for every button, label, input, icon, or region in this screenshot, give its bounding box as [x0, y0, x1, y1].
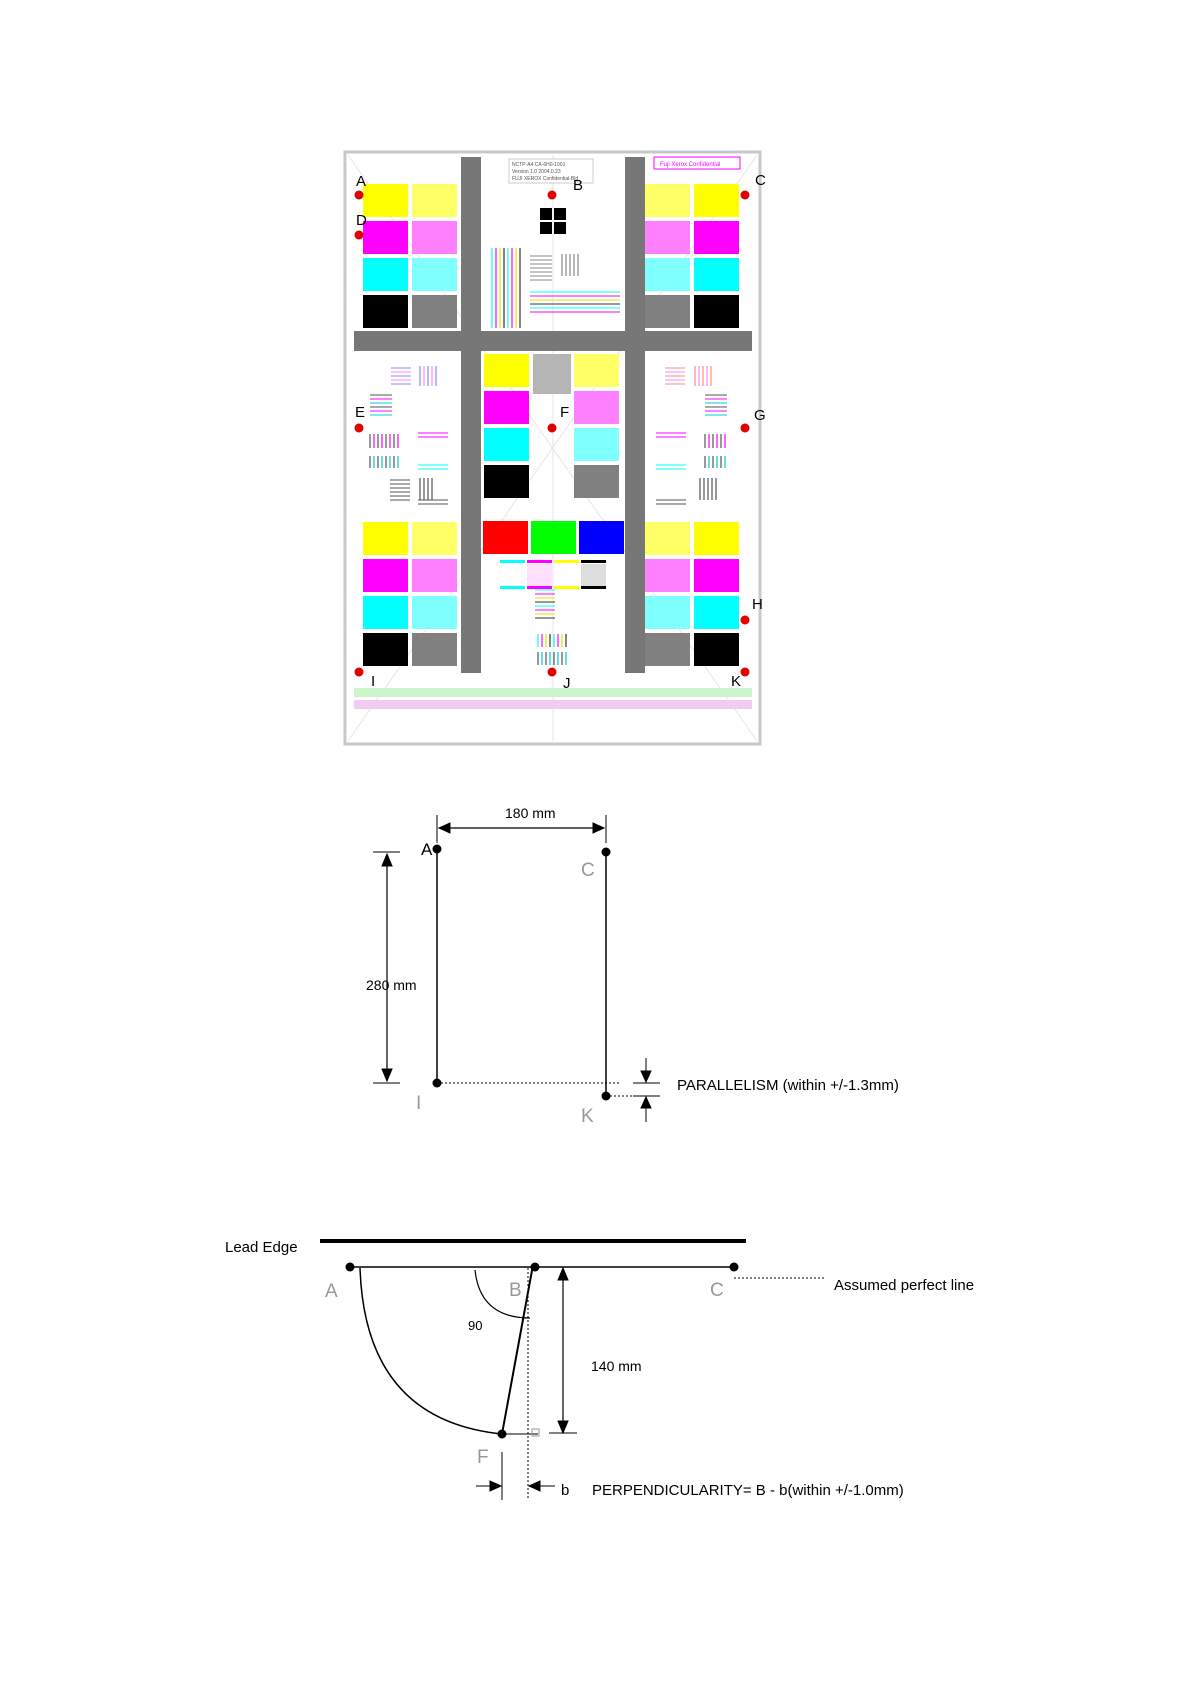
red-marker-6 [741, 424, 750, 433]
assumed-line-label: Assumed perfect line [834, 1277, 975, 1294]
rgb-patch-blue [579, 521, 624, 554]
dot-perp-b [531, 1263, 540, 1272]
bottom-left-patch-2-1 [412, 596, 457, 629]
chart-header-line1: NCTP-A4 CA-6H0-1001 [512, 162, 566, 168]
bar-bottom-magenta [527, 586, 552, 589]
green-strip [354, 688, 752, 697]
top-left-patch-1-0 [363, 221, 408, 254]
parallelism-tolerance: PARALLELISM (within +/-1.3mm) [677, 1077, 899, 1094]
bar-bottom-yellow [554, 586, 579, 589]
perp-label-c: C [710, 1280, 724, 1301]
label-point-c: C [755, 172, 766, 189]
height-label: 280 mm [366, 977, 417, 993]
center-right-patch-0-0 [574, 354, 619, 387]
bar-top-magenta [527, 560, 552, 563]
label-point-a: A [356, 173, 367, 190]
bottom-left-patch-1-1 [412, 559, 457, 592]
test-print-chart [345, 152, 766, 744]
bar-fill-gray [581, 564, 606, 586]
bar-bottom-black [581, 586, 606, 589]
bottom-left-patch-0-1 [412, 522, 457, 555]
lead-edge-label: Lead Edge [225, 1239, 298, 1256]
depth-label: 140 mm [591, 1358, 642, 1374]
top-right-patch-0-0 [645, 184, 690, 217]
depth-arrow-bottom [558, 1421, 568, 1433]
top-left-patch-3-0 [363, 295, 408, 328]
top-right-patch-2-0 [645, 258, 690, 291]
top-right-patch-3-0 [645, 295, 690, 328]
bar-fill-magenta [527, 564, 552, 586]
confidential-badge-text: Fuji Xerox Confidential [660, 162, 721, 168]
chart-header-line2: Version 1.0 2004.0.23 [512, 169, 561, 175]
pink-strip [354, 700, 752, 709]
bar-top-yellow [554, 560, 579, 563]
red-marker-0 [355, 191, 364, 200]
perp-label-b: B [509, 1280, 522, 1301]
top-left-patch-3-1 [412, 295, 457, 328]
dot-perp-a [346, 1263, 355, 1272]
red-marker-5 [548, 424, 557, 433]
parallelism-diagram [373, 815, 660, 1122]
depth-arrow-top [558, 1268, 568, 1280]
bottom-right-patch-1-1 [694, 559, 739, 592]
bottom-left-patch-1-0 [363, 559, 408, 592]
label-point-g: G [754, 407, 766, 424]
parallel-label-c: C [581, 860, 595, 881]
top-left-patch-0-1 [412, 184, 457, 217]
dot-a [433, 845, 442, 854]
top-left-patch-1-1 [412, 221, 457, 254]
label-point-e: E [355, 404, 366, 421]
height-arrow-top [382, 854, 392, 866]
chart-header-line3: FUJI XEROX Confidential-Bld [512, 176, 579, 182]
red-marker-8 [355, 668, 364, 677]
red-marker-7 [741, 616, 750, 625]
dot-i [433, 1079, 442, 1088]
top-right-patch-3-1 [694, 295, 739, 328]
tolerance-arrow-down [641, 1071, 651, 1082]
rgb-patch-green [531, 521, 576, 554]
top-right-patch-1-0 [645, 221, 690, 254]
perp-label-a: A [325, 1281, 338, 1302]
label-point-h: H [752, 596, 763, 613]
dot-perp-f [498, 1430, 507, 1439]
top-right-patch-2-1 [694, 258, 739, 291]
perpendicularity-diagram [320, 1241, 826, 1500]
dot-k [602, 1092, 611, 1101]
red-marker-4 [355, 424, 364, 433]
bottom-right-patch-3-1 [694, 633, 739, 666]
bottom-right-patch-0-0 [645, 522, 690, 555]
bottom-right-patch-0-1 [694, 522, 739, 555]
red-marker-9 [548, 668, 557, 677]
width-arrow-right [593, 823, 604, 833]
red-marker-2 [741, 191, 750, 200]
top-left-patch-2-0 [363, 258, 408, 291]
center-left-patch-2-0 [484, 428, 529, 461]
bar-bottom-cyan [500, 586, 525, 589]
center-left-patch-1-0 [484, 391, 529, 424]
label-point-f: F [560, 404, 570, 421]
parallel-label-k: K [581, 1106, 594, 1127]
height-arrow-bottom [382, 1069, 392, 1081]
width-arrow-left [439, 823, 450, 833]
label-point-i: I [371, 673, 376, 690]
red-marker-1 [548, 191, 557, 200]
label-point-k: K [731, 673, 742, 690]
red-marker-3 [355, 231, 364, 240]
label-point-b: B [573, 177, 584, 194]
bottom-left-patch-3-1 [412, 633, 457, 666]
center-gray-patch [533, 354, 571, 394]
bar-top-cyan [500, 560, 525, 563]
center-right-patch-1-0 [574, 391, 619, 424]
bottom-left-patch-0-0 [363, 522, 408, 555]
center-left-patch-0-0 [484, 354, 529, 387]
b-arrow-right [529, 1481, 540, 1491]
width-label: 180 mm [505, 805, 556, 821]
perpendicularity-tolerance: PERPENDICULARITY= B - b(within +/-1.0mm) [592, 1482, 904, 1499]
right-angle-mark [532, 1429, 539, 1436]
bottom-left-patch-3-0 [363, 633, 408, 666]
dot-perp-c [730, 1263, 739, 1272]
bottom-right-patch-1-0 [645, 559, 690, 592]
parallel-label-a: A [421, 840, 433, 859]
top-right-patch-0-1 [694, 184, 739, 217]
perp-label-f: F [477, 1447, 489, 1468]
top-left-patch-0-0 [363, 184, 408, 217]
bottom-right-patch-2-1 [694, 596, 739, 629]
center-right-patch-3-0 [574, 465, 619, 498]
bottom-right-patch-3-0 [645, 633, 690, 666]
label-point-d: D [356, 212, 367, 229]
red-marker-10 [741, 668, 750, 677]
label-point-j: J [563, 675, 571, 692]
bar-top-black [581, 560, 606, 563]
angle-label: 90 [468, 1318, 483, 1333]
bottom-left-patch-2-0 [363, 596, 408, 629]
rgb-patch-red [483, 521, 528, 554]
b-small-label: b [561, 1482, 570, 1499]
right-angle-arc [475, 1270, 530, 1318]
parallel-label-i: I [416, 1093, 422, 1114]
center-right-patch-2-0 [574, 428, 619, 461]
top-right-patch-1-1 [694, 221, 739, 254]
top-left-patch-2-1 [412, 258, 457, 291]
bottom-right-patch-2-0 [645, 596, 690, 629]
b-arrow-left [490, 1481, 501, 1491]
dot-c [602, 848, 611, 857]
center-left-patch-3-0 [484, 465, 529, 498]
tolerance-arrow-up [641, 1097, 651, 1108]
